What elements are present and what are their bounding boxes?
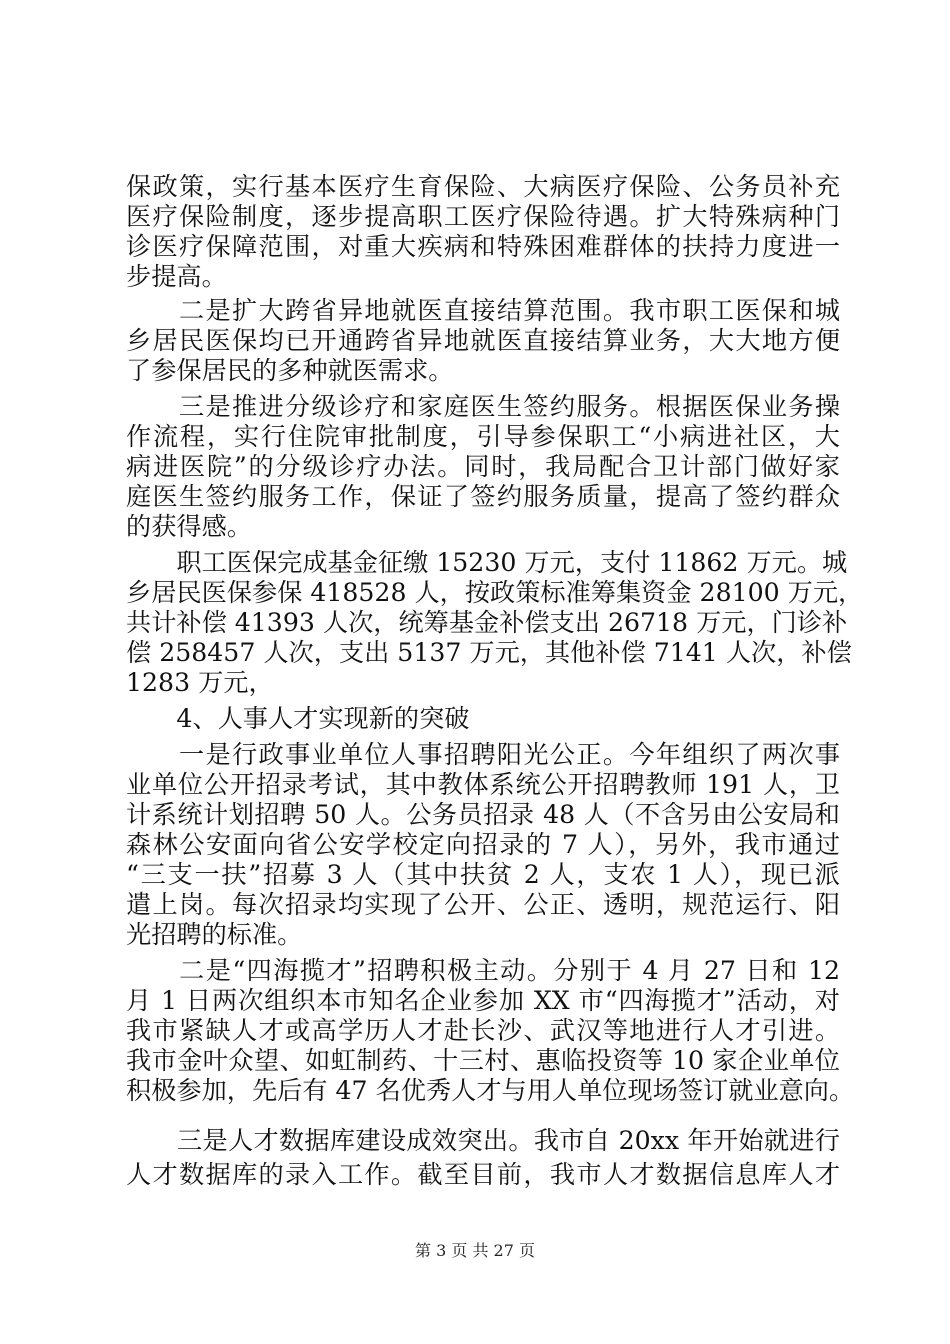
text-line: 三是推进分级诊疗和家庭医生签约服务。根据医保业务操 — [126, 392, 840, 421]
text-line: 共计补偿 41393 人次，统筹基金补偿支出 26718 万元，门诊补 — [126, 608, 848, 637]
text-line: 月 1 日两次组织本市知名企业参加 XX 市“四海揽才”活动，对 — [126, 986, 840, 1015]
text-line: 一是行政事业单位人事招聘阳光公正。今年组织了两次事 — [126, 740, 840, 769]
text-line: 作流程，实行住院审批制度，引导参保职工“小病进社区，大 — [126, 422, 840, 451]
text-line: 三是人才数据库建设成效突出。我市自 20xx 年开始就进行 — [126, 1126, 840, 1155]
text-line: 人才数据库的录入工作。截至目前，我市人才数据信息库人才 — [126, 1160, 840, 1189]
text-line: 积极参加，先后有 47 名优秀人才与用人单位现场签订就业意向。 — [126, 1076, 855, 1105]
text-line: 我市金叶众望、如虹制药、十三村、惠临投资等 10 家企业单位 — [126, 1046, 840, 1075]
text-line: 医疗保险制度，逐步提高职工医疗保险待遇。扩大特殊病种门 — [126, 202, 840, 231]
text-line: 二是扩大跨省异地就医直接结算范围。我市职工医保和城 — [126, 296, 840, 325]
text-line: 职工医保完成基金征缴 15230 万元，支付 11862 万元。城 — [126, 548, 848, 577]
text-line: 的获得感。 — [126, 512, 252, 541]
text-line: 乡居民医保均已开通跨省异地就医直接结算业务，大大地方便 — [126, 326, 840, 355]
page-footer: 第 3 页 共 27 页 — [415, 1241, 535, 1260]
text-line: 庭医生签约服务工作，保证了签约服务质量，提高了签约群众 — [126, 482, 840, 511]
text-line: 诊医疗保障范围，对重大疾病和特殊困难群体的扶持力度进一 — [126, 232, 840, 261]
text-line: 4、人事人才实现新的突破 — [126, 704, 470, 733]
text-line: 1283 万元， — [126, 668, 274, 697]
text-line: 保政策，实行基本医疗生育保险、大病医疗保险、公务员补充 — [126, 172, 840, 201]
text-line: “三支一扶”招募 3 人（其中扶贫 2 人，支农 1 人），现已派 — [126, 860, 840, 889]
text-line: 森林公安面向省公安学校定向招录的 7 人），另外，我市通过 — [126, 830, 840, 859]
text-line: 步提高。 — [126, 262, 227, 291]
text-line: 乡居民医保参保 418528 人，按政策标准筹集资金 28100 万元， — [126, 578, 864, 607]
text-line: 计系统计划招聘 50 人。公务员招录 48 人（不含另由公安局和 — [126, 800, 840, 829]
text-line: 业单位公开招录考试，其中教体系统公开招聘教师 191 人，卫 — [126, 770, 840, 799]
text-line: 光招聘的标准。 — [126, 920, 303, 949]
text-line: 偿 258457 人次，支出 5137 万元，其他补偿 7141 人次，补偿 — [126, 638, 852, 667]
text-line: 了参保居民的多种就医需求。 — [126, 356, 454, 385]
text-line: 遣上岗。每次招录均实现了公开、公正、透明，规范运行、阳 — [126, 890, 840, 919]
text-line: 我市紧缺人才或高学历人才赴长沙、武汉等地进行人才引进。 — [126, 1016, 840, 1045]
text-line: 病进医院”的分级诊疗办法。同时，我局配合卫计部门做好家 — [126, 452, 840, 481]
text-line: 二是“四海揽才”招聘积极主动。分别于 4 月 27 日和 12 — [126, 956, 840, 985]
